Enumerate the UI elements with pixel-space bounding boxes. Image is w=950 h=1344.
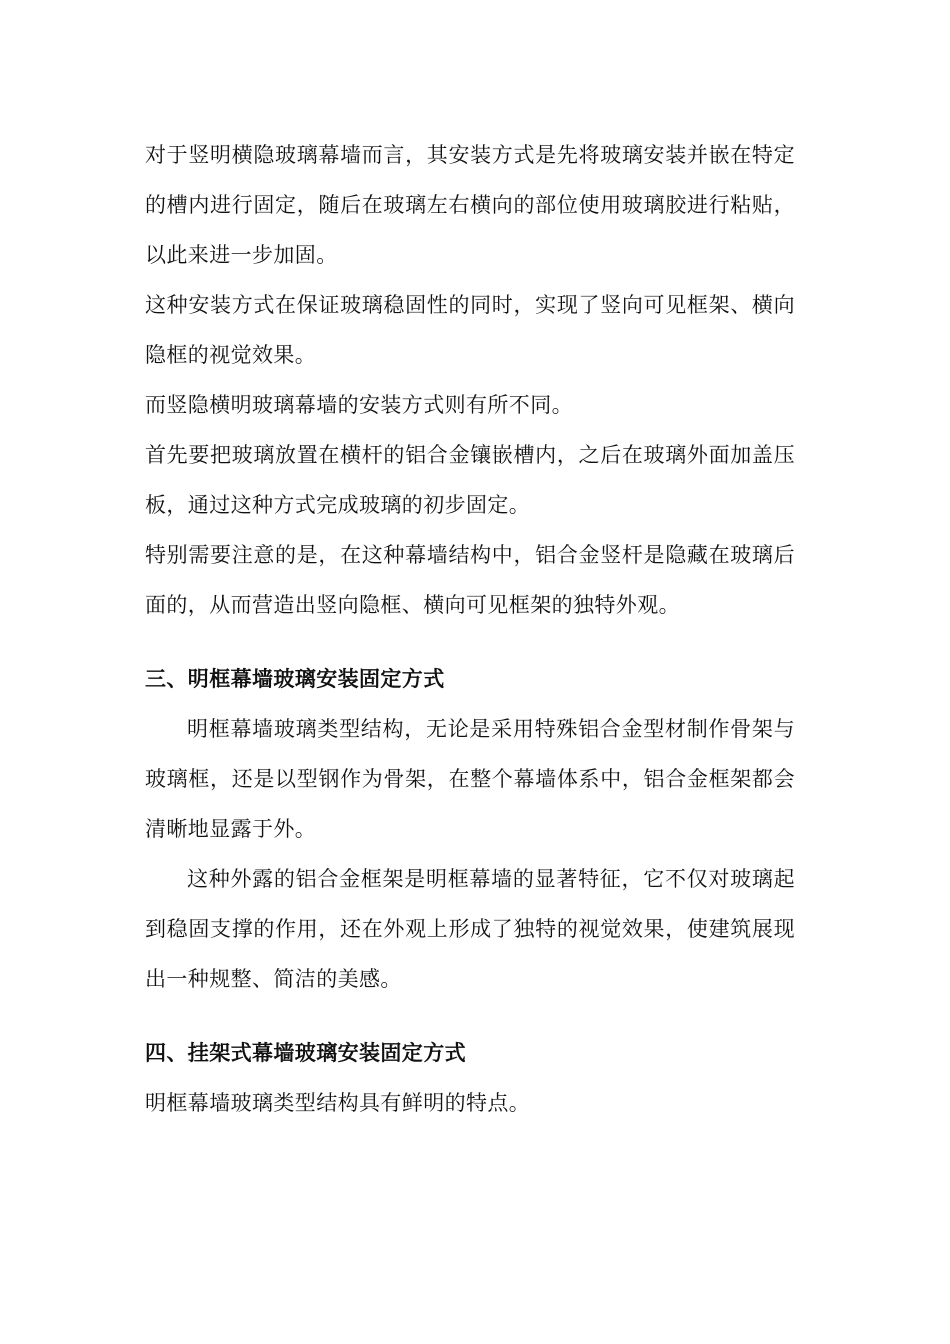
document-page: [145, 130, 795, 1128]
paragraph: 首先要把玻璃放置在横杆的铝合金镶嵌槽内，之后在玻璃外面加盖压板，通过这种方式完成玻璃的初步固定。: [145, 443, 795, 517]
paragraph: 特别需要注意的是，在这种幕墙结构中，铝合金竖杆是隐藏在玻璃后面的，从而营造出竖向隐框、横向可见框架的独特外观。: [145, 543, 795, 617]
section-heading-3: 三、明框幕墙玻璃安装固定方式: [145, 666, 445, 691]
paragraph: 这种外露的铝合金框架是明框幕墙的显著特征，它不仅对玻璃起到稳固支撑的作用，还在外观上形成了独特的视觉效果，使建筑展现出一种规整、简洁的美感。: [145, 867, 795, 991]
section-spacer: [145, 1004, 795, 1028]
paragraph: 这种安装方式在保证玻璃稳固性的同时，实现了竖向可见框架、横向隐框的视觉效果。: [145, 293, 795, 367]
section-heading-4: 四、挂架式幕墙玻璃安装固定方式: [145, 1040, 466, 1065]
paragraph: 明框幕墙玻璃类型结构，无论是采用特殊铝合金型材制作骨架与玻璃框，还是以型钢作为骨架，在整个幕墙体系中，铝合金框架都会清晰地显露于外。: [145, 717, 795, 841]
paragraph: 明框幕墙玻璃类型结构具有鲜明的特点。: [145, 1091, 531, 1115]
paragraph: 而竖隐横明玻璃幕墙的安装方式则有所不同。: [145, 393, 573, 417]
section-spacer: [145, 630, 795, 654]
paragraph: 对于竖明横隐玻璃幕墙而言，其安装方式是先将玻璃安装并嵌在特定的槽内进行固定，随后在玻璃左右横向的部位使用玻璃胶进行粘贴，以此来进一步加固。: [145, 143, 795, 267]
